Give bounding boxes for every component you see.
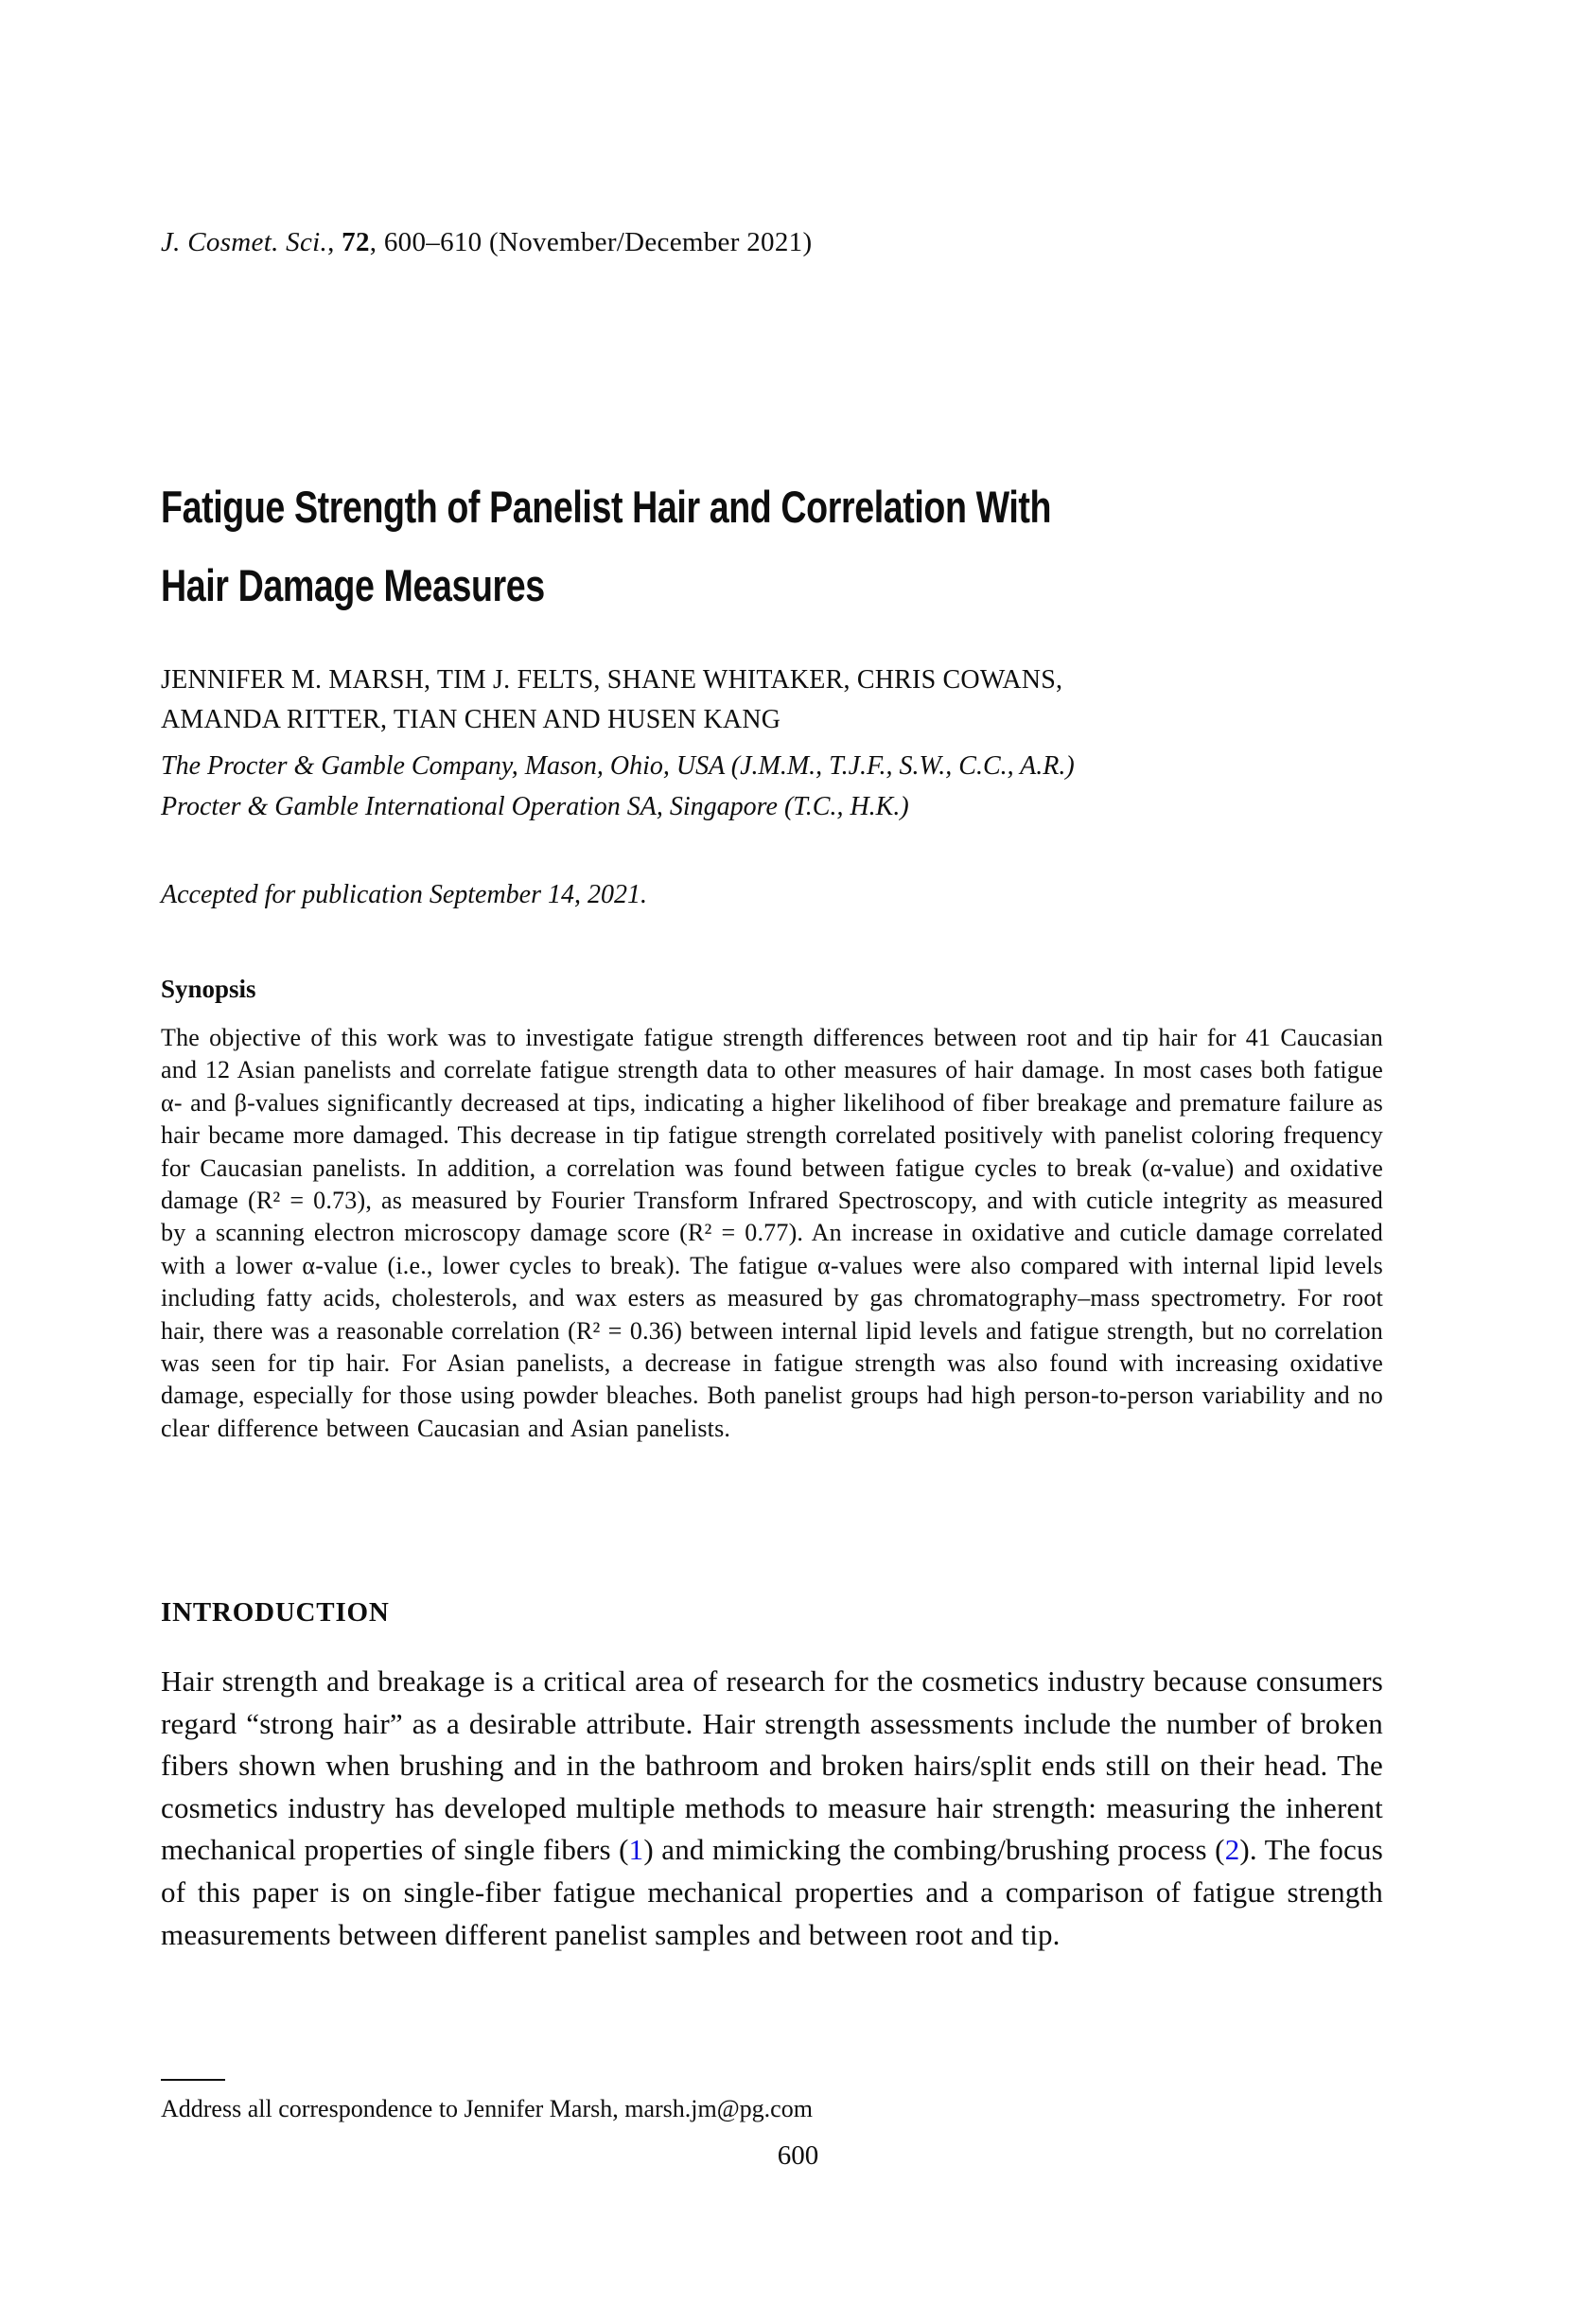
synopsis-body: The objective of this work was to investigate fatigue strength differences between root and tip hair for 41 Caucasian and 12 Asian panelists and correlate fatigue strength data to other measures of hair damage. In most cases both fatigue α- and β-values significantly decreased at tips, indicating a higher likelihood of fiber breakage and premature failure as hair became more damaged. This decrease in tip fatigue strength correlated positively with panelist coloring frequency for Caucasian panelists. In addition, a correlation was found between fatigue cycles to break (α-value) and oxidative damage (R² = 0.73), as measured by Fourier Transform Infrared Spectroscopy, and with cuticle integrity as measured by a scanning electron microscopy damage score (R² = 0.77). An increase in oxidative and cuticle damage correlated with a lower α-value (i.e., lower cycles to break). The fatigue α-values were also compared with internal lipid levels including fatty acids, cholesterols, and wax esters as measured by gas chromatography–mass spectrometry. For root hair, there was a reasonable correlation (R² = 0.36) between internal lipid levels and fatigue strength, but no correlation was seen for tip hair. For Asian panelists, a decrease in fatigue strength was also found with increasing oxidative damage, especially for those using powder bleaches. Both panelist groups had high person-to-person variability and no clear difference between Caucasian and Asian panelists. <box>161 1024 1383 1442</box>
introduction-text-1: Hair strength and breakage is a critical area of research for the cosmetics industry because consumers regard “strong hair” as a desirable attribute. Hair strength assessments include the number of broken fibers shown when brushing and in the bathroom and broken hairs/split ends still on their head. The cosmetics industry has developed multiple methods to measure hair strength: measuring the inherent mechanical properties of single fibers ( <box>161 1664 1383 1867</box>
synopsis-heading: Synopsis <box>161 975 256 1003</box>
footnote-rule <box>161 2079 225 2081</box>
reference-link-1[interactable]: 1 <box>628 1833 644 1867</box>
journal-abbreviation: J. Cosmet. Sci. <box>161 227 328 257</box>
introduction-body <box>161 1661 1383 1956</box>
journal-citation <box>161 227 1383 258</box>
affiliations <box>161 746 1383 827</box>
footnote-text: Address all correspondence to Jennifer Marsh, marsh.jm@pg.com <box>161 2095 813 2122</box>
journal-pages-date: , 600–610 (November/December 2021) <box>369 227 813 257</box>
author-list <box>161 660 1383 740</box>
article-title <box>161 473 1383 630</box>
affiliation-2: Procter & Gamble International Operation SA, Singapore (T.C., H.K.) <box>161 792 909 821</box>
article-title-line-2: Hair Damage Measures <box>161 560 545 610</box>
introduction-text-3: ). The focus of this paper is on single-fiber fatigue mechanical properties and a comparison of fatigue strength measurements between different panelist samples and between root and tip. <box>161 1833 1383 1951</box>
affiliation-1: The Procter & Gamble Company, Mason, Ohio, USA (J.M.M., T.J.F., S.W., C.C., A.R.) <box>161 751 1075 781</box>
introduction-heading: INTRODUCTION <box>161 1597 390 1628</box>
journal-volume: 72 <box>342 227 370 257</box>
introduction-text-2: ) and mimicking the combing/brushing process ( <box>643 1833 1225 1867</box>
reference-link-2[interactable]: 2 <box>1224 1833 1240 1867</box>
author-list-line-2: AMANDA RITTER, TIAN CHEN AND HUSEN KANG <box>161 705 781 734</box>
page-number: 600 <box>777 2140 819 2171</box>
author-list-line-1: JENNIFER M. MARSH, TIM J. FELTS, SHANE WHITAKER, CHRIS COWANS, <box>161 665 1063 695</box>
accepted-date: Accepted for publication September 14, 2021. <box>161 880 647 909</box>
article-title-line-1: Fatigue Strength of Panelist Hair and Correlation With <box>161 482 1052 532</box>
journal-separator: , <box>327 227 342 257</box>
